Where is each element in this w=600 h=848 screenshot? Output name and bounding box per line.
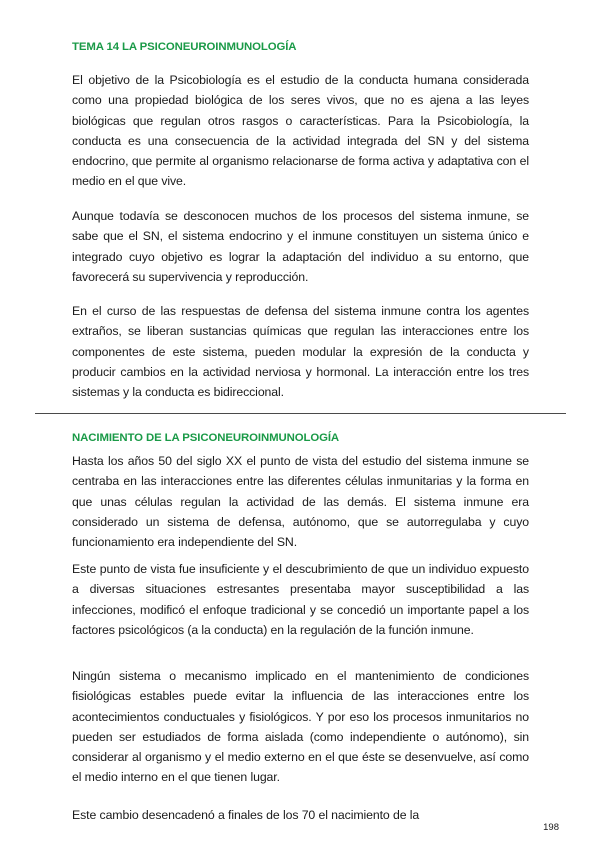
section-heading: TEMA 14 LA PSICONEUROINMUNOLOGÍA xyxy=(72,41,297,53)
paragraph: Este cambio desencadenó a finales de los 70 el nacimiento de la xyxy=(72,808,420,822)
paragraph: Aunque todavía se desconocen muchos de los procesos del sistema inmune, se sabe que el SN, el sistema endocrino y el inmune constituyen un sistema único e integrado cuyo objetivo es lograr la adaptación del individuo a su entorno, que favorecerá su supervivencia y reproducción. xyxy=(72,209,529,284)
section-divider xyxy=(35,413,566,414)
paragraph: El objetivo de la Psicobiología es el estudio de la conducta humana considerada como una propiedad biológica de los seres vivos, que no es ajena a las leyes biológicas que regulan otros rasgos o características. Para la Psicobiología, la conducta es una consecuencia de la actividad integrada del SN y del sistema endocrino, que permite al organismo relacionarse de forma activa y adaptativa con el medio en el que vive. xyxy=(72,73,529,189)
section-heading: NACIMIENTO DE LA PSICONEUROINMUNOLOGÍA xyxy=(72,432,340,444)
paragraph: Hasta los años 50 del siglo XX el punto de vista del estudio del sistema inmune se centraba en las interacciones entre las diferentes células inmunitarias y la forma en que unas células regulan la actividad de las demás. El sistema inmune era considerado un sistema de defensa, autónomo, que se autorregulaba y cuyo funcionamiento era independiente del SN. xyxy=(72,454,529,550)
paragraph: Este punto de vista fue insuficiente y el descubrimiento de que un individuo expuesto a diversas situaciones estresantes presentaba mayor susceptibilidad a las infecciones, modificó el enfoque tradicional y se concedió un importante papel a los factores psicológicos (a la conducta) en la regulación de la función inmune. xyxy=(72,562,529,637)
page-number: 198 xyxy=(543,822,559,833)
paragraph: Ningún sistema o mecanismo implicado en el mantenimiento de condiciones fisiológicas estables puede evitar la influencia de las interacciones entre los acontecimientos conductuales y fisiológicos. Y por eso los procesos inmunitarios no pueden ser estudiados de forma aislada (como independiente o autónomo), sin considerar al organismo y el medio externo en el que éste se desenvuelve, así como el medio interno en el que tienen lugar. xyxy=(72,669,529,785)
paragraph: En el curso de las respuestas de defensa del sistema inmune contra los agentes extraños, se liberan sustancias químicas que regulan las interacciones entre los componentes de este sistema, pueden modular la expresión de la conducta y producir cambios en la actividad nerviosa y hormonal. La interacción entre los tres sistemas y la conducta es bidireccional. xyxy=(72,304,529,400)
